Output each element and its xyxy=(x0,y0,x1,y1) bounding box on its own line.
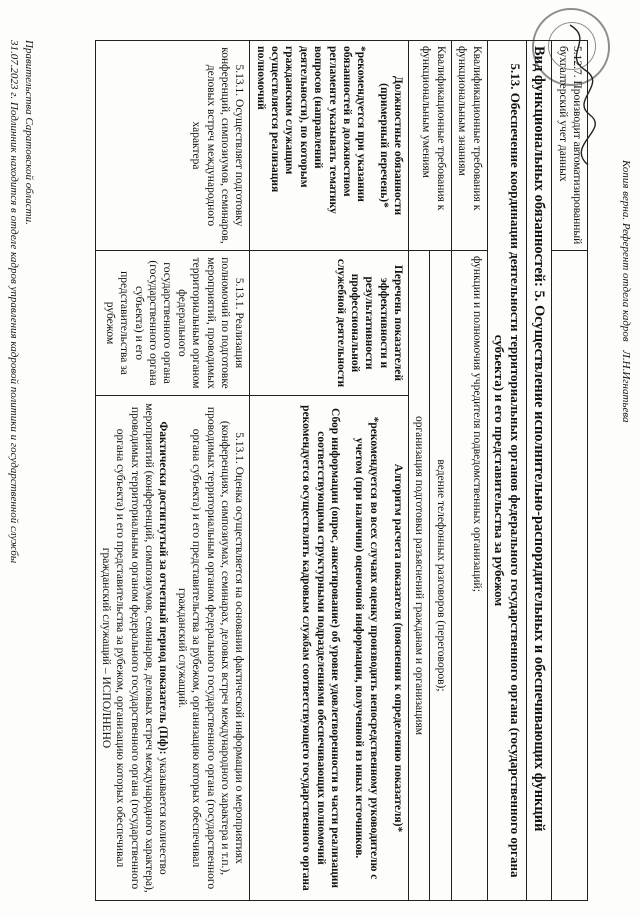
qual-skills-label: Квалификационные требования к функциональным умениям xyxy=(409,41,452,251)
col1-header-title: Должностные обязанности (примерный перечень)* xyxy=(377,75,405,216)
algo-5131-bold: Фактически достигнутый за отчетный период показатель (Пф): xyxy=(157,421,170,755)
copy-line: Копия верна. Референт отдела кадров Л.Н.Игнатьева xyxy=(620,160,632,423)
col3-header-title: Алгоритм расчета показателя (пояснения к определению показателя)* xyxy=(392,463,405,833)
col3-header-note-1: *рекомендуется во всех случаях оценку производить непосредственному руководителю с учетом (при наличии) оценочной информации, полученной из иных источников. xyxy=(353,416,380,880)
qual-skills-value-2: организация подготовки разъяснений гражданам и организациям xyxy=(412,251,430,900)
section-513-title: 5.13. Обеспечение координации деятельности территориальных органов федерального государственного органа (государственного органа субъекта) и его представительства за рубежом xyxy=(487,41,527,901)
qual-skills-value-1: ведение телефонных разговоров (переговоров); xyxy=(434,459,447,692)
copy-initials: Л.Н.Игнатьева xyxy=(620,350,632,423)
duty-5131: 5.13.1. Осуществляет подготовку конференций, симпозиумов, семинаров, деловых встреч международного характера xyxy=(95,41,250,251)
kind-value: 5. Осуществление исполнительно-распорядительных и обеспечивающих функций xyxy=(531,290,548,832)
indicator-5131: 5.13.1. Реализация полномочий по подготовке мероприятий, проводимых территориальным органом федерального государственного органа (государственного органа субъекта) и его представительства за рубежом xyxy=(95,251,250,396)
qual-knowledge-label: Квалификационные требования к функциональным знаниям xyxy=(451,41,487,251)
algo-5131 xyxy=(95,396,250,901)
col1-header xyxy=(250,41,409,251)
date-line: 31.07.2023 г. Подлинник находится в отделе кадров управления кадровой политики и государственной службы xyxy=(8,40,20,564)
col3-header-note-2: Сбор информации (опрос, анкетирование) об уровне удовлетворенности в части реализации соответствующими структурными подразделениями обеспечивающих полномочий рекомендуется осуществлять кадровым службам соответствующего государственного органа xyxy=(300,405,341,891)
org-line: Правительства Саратовской области. xyxy=(23,40,35,225)
algo-5131-rest: указывается количество мероприятий (конференций, симпозиумов, семинаров, деловых встреч международного характера), проводимых территориальным органом федерального государственного органа (государственного органа субъекта) и его представительства за рубежом, организацию которых обеспечивал гражданский служащий – ИСПОЛНЕНО xyxy=(100,403,170,893)
col3-header xyxy=(250,396,409,901)
col2-header: Перечень показателей эффективности и результативности профессиональной служебной деятельности xyxy=(250,251,409,396)
kind-label: Вид функциональных обязанностей: xyxy=(531,46,548,287)
algo-5131-para-2 xyxy=(99,401,171,895)
row-5127-empty xyxy=(552,251,588,901)
row-5127-cell: 5.12.7. Производит автоматизированный бухгалтерский учет данных xyxy=(552,41,588,251)
kind-row xyxy=(527,41,552,901)
algo-5131-para-1: 5.13.1. Оценка осуществляется на основании фактической информации о мероприятиях (конференциях, симпозиумах, семинарах, деловых встреч международного характера и т.п.), проводимых территориальным органом федерального государственного органа (государственного органа субъекта) и его представительства за рубежом, организацию которых обеспечивал гражданский служащий. xyxy=(175,406,246,890)
qual-knowledge-value: функции и полномочия учредителя подведомственных организаций; xyxy=(451,251,487,901)
col1-header-note: *рекомендуется при указании обязанностей в должностном регламенте указывать тематику вопросов (направлений деятельности), по которым гражданским служащим осуществляется реализация полномочий xyxy=(254,46,368,214)
qual-skills-value xyxy=(409,251,452,901)
job-duties-table xyxy=(95,40,588,901)
